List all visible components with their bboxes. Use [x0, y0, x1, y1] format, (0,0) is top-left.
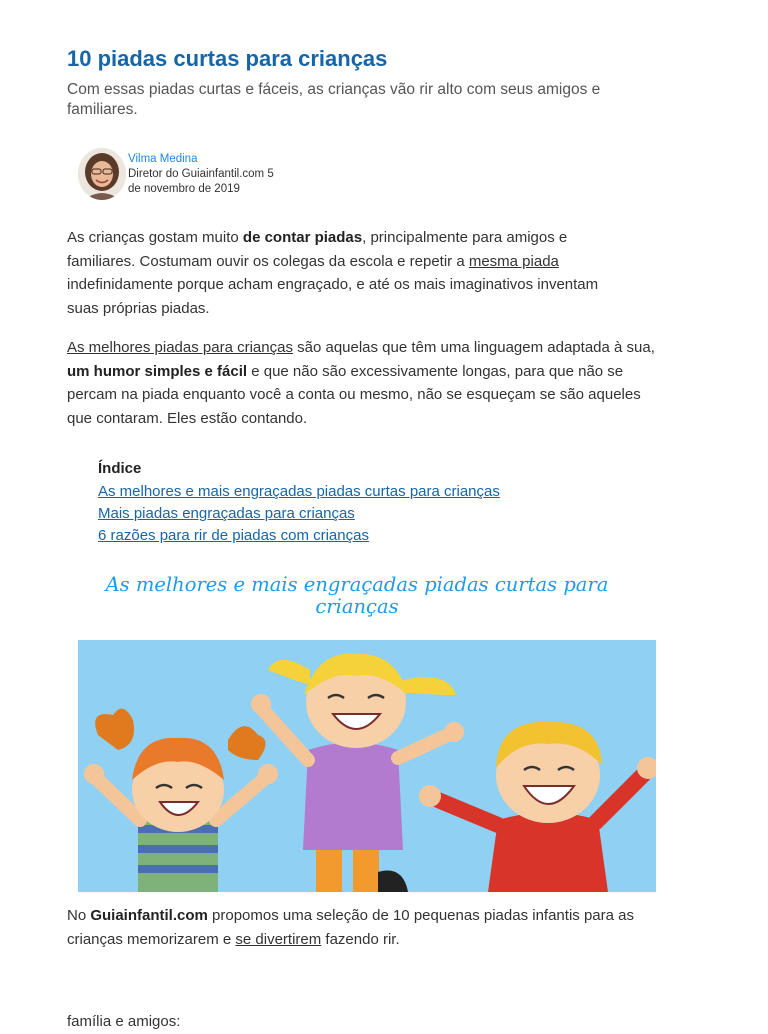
page-title: 10 piadas curtas para crianças — [67, 46, 388, 71]
mesma-piada-link[interactable]: mesma piada — [468, 252, 559, 270]
toc-item-razoes[interactable]: 6 razões para rir de piadas com crianças — [98, 527, 369, 544]
bold-text: Guiainfantil.com — [90, 907, 208, 924]
se-divertirem-link[interactable]: se divertirem — [235, 930, 322, 948]
second-paragraph — [67, 336, 657, 430]
author-info — [128, 148, 288, 197]
author-role-date: Diretor do Guiainfantil.com 5 de novembro de 2019 — [128, 168, 274, 195]
page-subtitle: Com essas piadas curtas e fáceis, as crianças vão rir alto com seus amigos e familiares. — [67, 81, 601, 118]
author-avatar[interactable] — [78, 148, 126, 200]
text-run: fazendo rir. — [321, 930, 400, 948]
text-run: são aquelas que têm uma linguagem adaptada à sua, — [292, 339, 655, 356]
three-laughing-children-illustration-icon — [78, 640, 656, 892]
fourth-paragraph: família e amigos: — [67, 1013, 181, 1030]
toc-item-melhores-piadas[interactable]: As melhores e mais engraçadas piadas curtas para crianças — [98, 483, 500, 500]
intro-paragraph — [67, 226, 607, 320]
section-heading: As melhores e mais engraçadas piadas curtas para crianças — [105, 573, 609, 618]
text-run: As crianças gostam muito — [67, 229, 243, 246]
text-run: e que não são excessivamente longas, para que não se percam na piada enquanto você a conta ou mesmo, não se esqueçam se são aqueles que contaram. Eles estão contando. — [67, 362, 641, 427]
article — [67, 44, 657, 1030]
text-run: indefinidamente porque acham engraçado, e até os mais imaginativos inventam suas próprias piadas. — [67, 276, 599, 317]
bold-text: um humor simples e fácil — [67, 362, 248, 380]
author-name-link[interactable]: Vilma Medina — [128, 153, 198, 165]
hero-image — [78, 640, 656, 892]
melhores-piadas-link[interactable]: As melhores piadas para crianças — [67, 339, 293, 356]
toc-title: Índice — [98, 460, 142, 477]
text-run: propomos uma seleção de 10 pequenas piadas infantis para as crianças memorizarem e — [67, 907, 634, 948]
third-paragraph — [67, 904, 647, 951]
author-photo-icon — [78, 148, 126, 200]
table-of-contents — [98, 457, 500, 547]
bold-text: de contar piadas — [242, 229, 363, 246]
text-run: No — [67, 907, 91, 924]
text-run: , principalmente para amigos e familiares. Costumam ouvir os colegas da escola e repetir a — [67, 229, 568, 270]
toc-item-mais-piadas[interactable]: Mais piadas engraçadas para crianças — [98, 505, 355, 522]
author-box — [78, 148, 288, 200]
